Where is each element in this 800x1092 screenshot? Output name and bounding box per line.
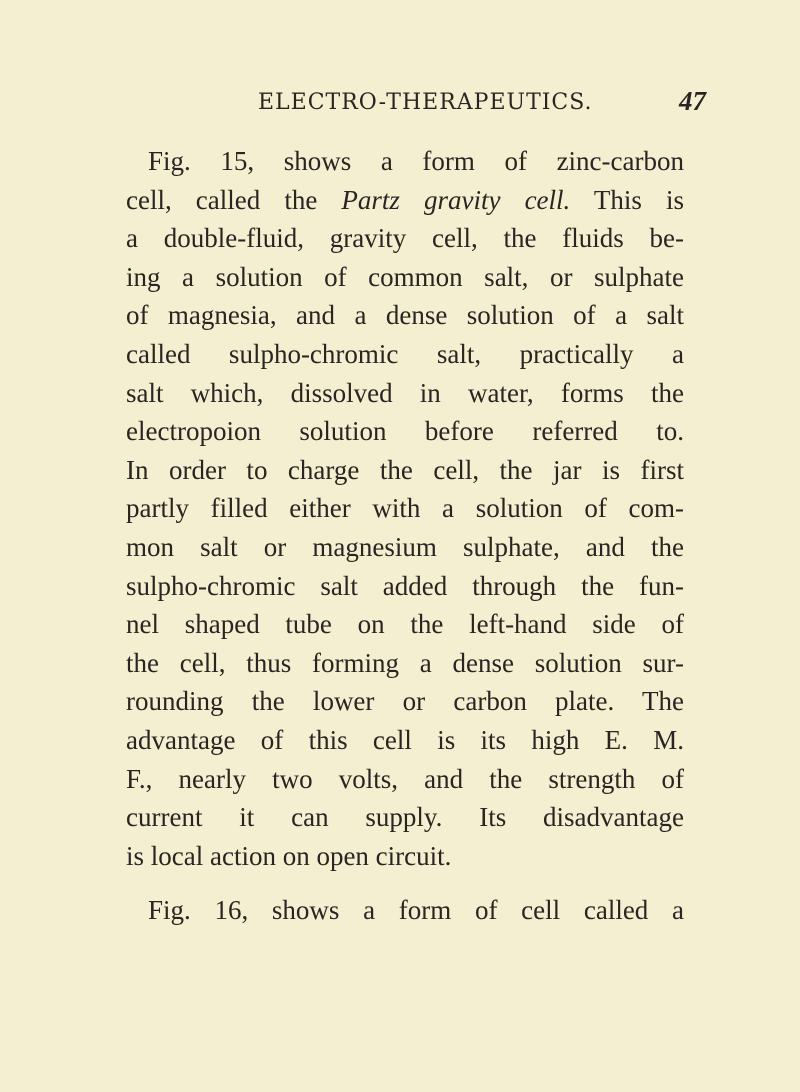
line-text: cell, called the: [126, 184, 342, 215]
paragraph-line: salt which, dissolved in water, forms the: [126, 377, 684, 408]
paragraph-1: [126, 142, 684, 875]
page-number: 47: [679, 86, 706, 116]
paragraph-line: of magnesia, and a dense solution of a salt: [126, 300, 684, 331]
paragraph-line: ing a solution of common salt, or sulphate: [126, 261, 684, 292]
paragraph-line: Fig. 16, shows a form of cell called a: [148, 895, 684, 926]
paragraph-line: is local action on open circuit.: [126, 840, 452, 871]
paragraph-line: called sulpho-chromic salt, practically a: [126, 338, 684, 369]
paragraph-line: a double-fluid, gravity cell, the fluids be-: [126, 223, 684, 254]
paragraph-line: In order to charge the cell, the jar is first: [126, 454, 684, 485]
paragraph-line: F., nearly two volts, and the strength of: [126, 763, 684, 794]
paragraph-line: rounding the lower or carbon plate. The: [126, 686, 684, 717]
running-head: ELECTRO-THERAPEUTICS.: [258, 90, 593, 115]
paragraph-line: the cell, thus forming a dense solution sur-: [126, 647, 684, 678]
paragraph-line: advantage of this cell is its high E. M.: [126, 724, 684, 755]
line-text: This is: [570, 184, 684, 215]
paragraph-line: sulpho-chromic salt added through the fun-: [126, 570, 684, 601]
italic-cell-name: Partz gravity cell.: [341, 184, 571, 215]
paragraph-line: nel shaped tube on the left-hand side of: [126, 609, 684, 640]
paragraph-line: mon salt or magnesium sulphate, and the: [126, 531, 684, 562]
page-header: [166, 86, 706, 130]
paragraph-line: partly filled either with a solution of com-: [126, 493, 684, 524]
paragraph-line: Fig. 15, shows a form of zinc-carbon: [148, 146, 684, 176]
paragraph-line: electropoion solution before referred to.: [126, 416, 684, 447]
paragraph-line: [126, 181, 684, 220]
paragraph-line: current it can supply. Its disadvantage: [126, 802, 684, 833]
body-text: [126, 142, 684, 1062]
paragraph-gap: [126, 875, 684, 891]
paragraph-2: [126, 891, 684, 930]
